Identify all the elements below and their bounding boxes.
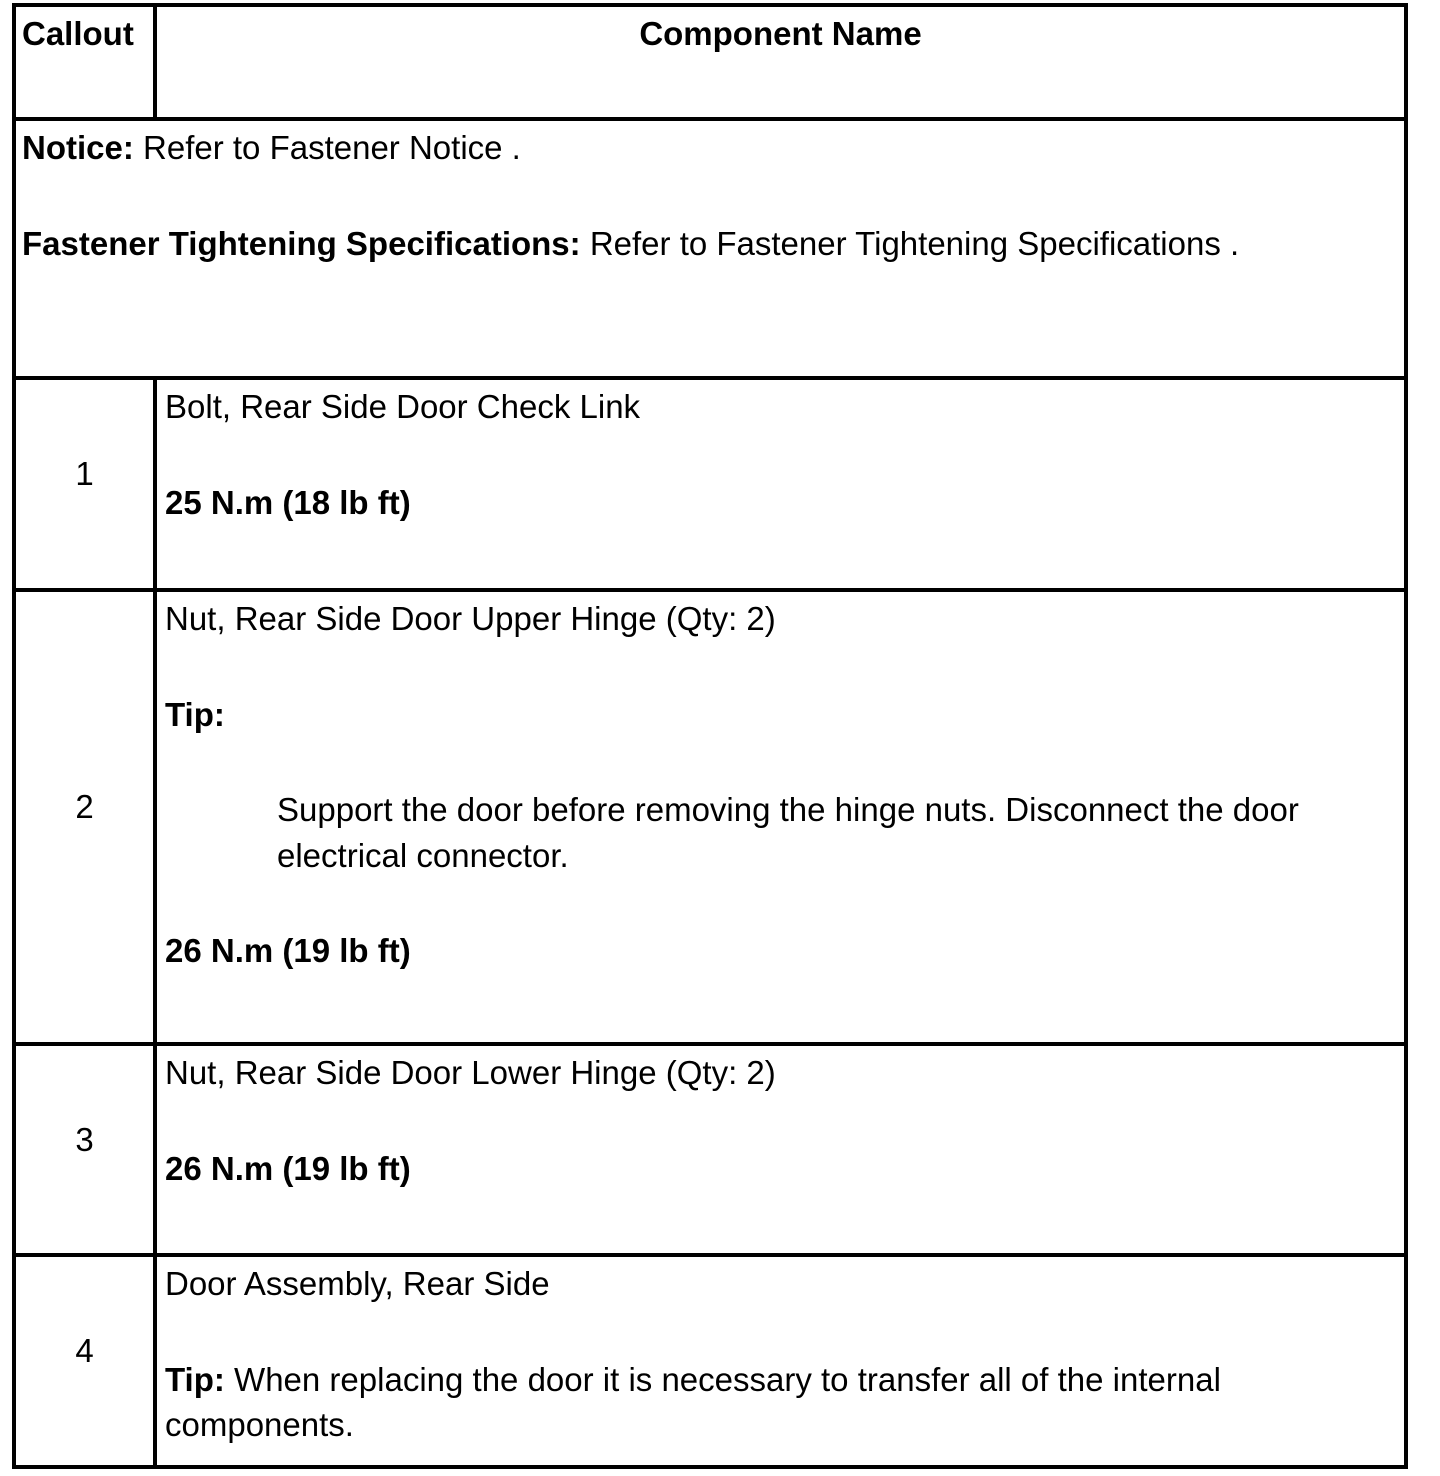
component-name: Door Assembly, Rear Side [165,1265,550,1302]
table-row [14,1255,1406,1467]
callout-header: Callout [14,5,155,119]
component-cell [155,590,1406,1044]
torque-value: 26 N.m (19 lb ft) [165,1149,411,1187]
spec-label: Fastener Tightening Specifications: [22,224,581,262]
table-row [14,378,1406,590]
notice-text: Refer to Fastener Notice . [133,129,521,166]
torque-value: 25 N.m (18 lb ft) [165,483,411,521]
component-table [12,3,1408,1469]
component-name: Nut, Rear Side Door Lower Hinge (Qty: 2) [165,1054,776,1091]
component-cell [155,378,1406,590]
callout-number: 3 [14,1044,155,1255]
tip-text: Support the door before removing the hinge nuts. Disconnect the door electrical connector. [277,791,1299,874]
component-name-header: Component Name [155,5,1406,119]
callout-number: 2 [14,590,155,1044]
callout-number: 4 [14,1255,155,1467]
notice-row [14,119,1406,378]
notice-label: Notice: [22,129,134,166]
tip-label: Tip: [165,1360,225,1398]
component-cell [155,1255,1406,1467]
header-row [14,5,1406,119]
callout-number: 1 [14,378,155,590]
table-row [14,590,1406,1044]
table-row [14,1044,1406,1255]
fastener-notice [22,125,1398,171]
component-name: Bolt, Rear Side Door Check Link [165,388,641,425]
tip-label: Tip: [165,695,225,733]
tip-text: When replacing the door it is necessary to transfer all of the internal components. [165,1360,1221,1444]
tip [165,1357,1398,1448]
spec-text: Refer to Fastener Tightening Specifications . [580,224,1240,262]
component-cell [155,1044,1406,1255]
component-name: Nut, Rear Side Door Upper Hinge (Qty: 2) [165,600,776,637]
torque-value: 26 N.m (19 lb ft) [165,932,411,970]
tightening-specifications [22,221,1398,267]
notice-cell [14,119,1406,378]
